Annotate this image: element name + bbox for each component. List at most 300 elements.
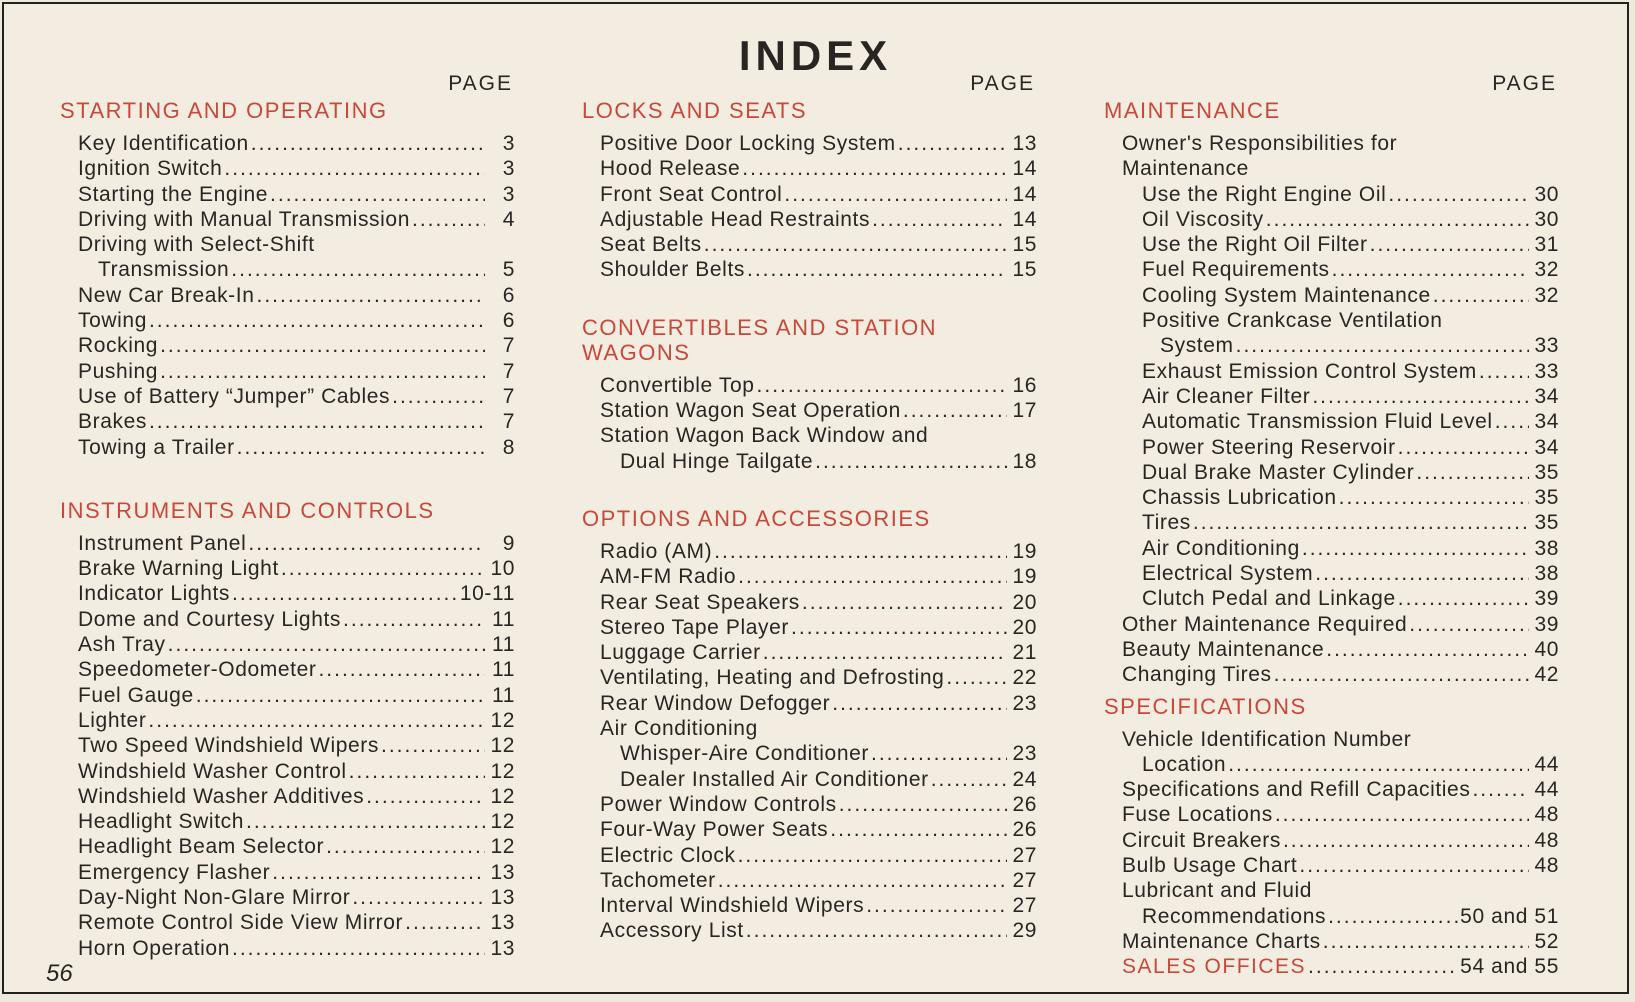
index-entry <box>582 767 1037 792</box>
entry-text: Dealer Installed Air Conditioner <box>620 767 929 791</box>
entry-page: 22 <box>1012 666 1037 690</box>
leader-dots <box>1495 409 1529 434</box>
index-entry <box>60 232 515 257</box>
index-entry <box>60 860 515 885</box>
index-entry <box>582 156 1037 181</box>
index-entry <box>60 308 515 333</box>
section-heading: CONVERTIBLES AND STATION WAGONS <box>582 314 938 365</box>
index-entry <box>60 384 515 409</box>
entry-page: 7 <box>502 410 515 434</box>
leader-dots <box>381 733 485 758</box>
entry-text: Power Window Controls <box>600 792 837 816</box>
entry-text: Windshield Washer Control <box>78 759 347 783</box>
index-entry <box>60 333 515 358</box>
index-entry <box>1104 828 1559 853</box>
index-entry <box>1104 409 1559 434</box>
leader-dots <box>160 333 485 358</box>
index-entry <box>1104 485 1559 510</box>
index-entry <box>1104 207 1559 232</box>
entry-page: 26 <box>1012 818 1037 842</box>
leader-dots <box>251 131 485 156</box>
leader-dots <box>343 607 485 632</box>
index-entry <box>582 257 1037 282</box>
entry-page: 34 <box>1534 435 1559 459</box>
entry-page: 11 <box>492 683 515 707</box>
entry-page: 33 <box>1534 359 1559 383</box>
entry-page: 42 <box>1534 663 1559 687</box>
leader-dots <box>270 182 485 207</box>
entry-text: Use the Right Oil Filter <box>1142 233 1368 257</box>
leader-dots <box>832 691 1007 716</box>
index-entry <box>1104 929 1559 954</box>
entry-page: 12 <box>490 810 515 834</box>
leader-dots <box>866 893 1007 918</box>
entry-text: Horn Operation <box>78 936 230 960</box>
entry-text: Air Conditioning <box>1142 536 1300 560</box>
leader-dots <box>747 257 1007 282</box>
entry-text: Rocking <box>78 334 159 358</box>
column-left-sections <box>60 98 515 961</box>
index-entry <box>1104 612 1559 637</box>
entry-text: Recommendations <box>1142 904 1327 928</box>
page-column-label: PAGE <box>1492 72 1557 95</box>
index-entry <box>60 531 515 556</box>
page-number: 56 <box>46 960 73 987</box>
leader-dots <box>1299 853 1529 878</box>
entry-page: 27 <box>1012 894 1037 918</box>
entry-page: 3 <box>502 182 515 206</box>
leader-dots <box>830 817 1007 842</box>
index-entry <box>60 607 515 632</box>
leader-dots <box>1323 929 1529 954</box>
leader-dots <box>1332 257 1529 282</box>
entry-page: 5 <box>502 258 515 282</box>
index-entry <box>582 893 1037 918</box>
entry-page: 7 <box>502 334 515 358</box>
entry-page: 17 <box>1012 399 1037 423</box>
entry-text: Chassis Lubrication <box>1142 486 1337 510</box>
entry-text: Automatic Transmission Fluid Level <box>1142 410 1493 434</box>
leader-dots <box>738 564 1007 589</box>
entry-text: Maintenance Charts <box>1122 929 1321 953</box>
index-entry <box>582 398 1037 423</box>
entry-page: 6 <box>502 283 515 307</box>
entry-text: Hood Release <box>600 157 741 181</box>
entry-text: Remote Control Side View Mirror <box>78 911 404 935</box>
leader-dots <box>272 860 485 885</box>
entry-text: Radio (AM) <box>600 539 713 563</box>
entry-text: Positive Door Locking System <box>600 132 896 155</box>
entry-text: Lighter <box>78 708 147 732</box>
entry-text: Transmission <box>98 258 230 282</box>
leader-dots <box>281 556 485 581</box>
index-entry <box>60 834 515 859</box>
index-entry <box>60 359 515 384</box>
index-entry <box>582 691 1037 716</box>
entry-text: Tires <box>1142 511 1191 535</box>
entry-page: 3 <box>502 157 515 181</box>
entry-text: Ventilating, Heating and Defrosting <box>600 666 945 690</box>
entry-text: Shoulder Belts <box>600 258 745 282</box>
entry-text: Dome and Courtesy Lights <box>78 607 342 631</box>
leader-dots <box>248 531 485 556</box>
entry-page: 11 <box>492 658 515 682</box>
entry-text: Specifications and Refill Capacities <box>1122 778 1471 802</box>
leader-dots <box>784 182 1007 207</box>
leader-dots <box>1228 752 1529 777</box>
entry-page: 23 <box>1012 742 1037 766</box>
entry-text: Headlight Switch <box>78 810 245 834</box>
leader-dots <box>704 232 1007 257</box>
entry-page: 24 <box>1012 767 1037 791</box>
entry-text: Use the Right Engine Oil <box>1142 182 1387 206</box>
entry-text: Indicator Lights <box>78 582 231 606</box>
leader-dots <box>326 834 485 859</box>
leader-dots <box>1472 777 1529 802</box>
entry-text: Accessory List <box>600 919 744 943</box>
entry-page: 44 <box>1534 778 1559 802</box>
entry-page: 16 <box>1012 373 1037 397</box>
leader-dots <box>412 207 485 232</box>
entry-page: 14 <box>1012 182 1037 206</box>
leader-dots <box>1326 637 1529 662</box>
index-entry <box>60 885 515 910</box>
entry-page: 13 <box>490 860 515 884</box>
entry-page: 13 <box>490 936 515 960</box>
entry-page: 38 <box>1534 536 1559 560</box>
leader-dots <box>742 156 1007 181</box>
index-entry <box>582 131 1037 156</box>
entry-text: Towing a Trailer <box>78 435 235 459</box>
entry-text: Starting the Engine <box>78 182 269 206</box>
entry-text: Cooling System Maintenance <box>1142 283 1431 307</box>
section-spacer <box>582 474 1037 506</box>
entry-text: Electric Clock <box>600 843 736 867</box>
leader-dots <box>1479 359 1529 384</box>
index-entry <box>582 207 1037 232</box>
leader-dots <box>898 131 1007 156</box>
entry-page: 34 <box>1534 410 1559 434</box>
index-entry <box>1104 510 1559 535</box>
leader-dots <box>246 809 485 834</box>
index-entry <box>60 657 515 682</box>
index-entry <box>582 182 1037 207</box>
entry-text: Luggage Carrier <box>600 641 761 665</box>
leader-dots <box>714 539 1007 564</box>
entry-page: 20 <box>1012 590 1037 614</box>
entry-page: 48 <box>1534 828 1559 852</box>
entry-text: Stereo Tape Player <box>600 615 790 639</box>
index-entry <box>1104 662 1559 687</box>
leader-dots <box>160 359 485 384</box>
entry-text: Interval Windshield Wipers <box>600 894 865 918</box>
entry-text: Emergency Flasher <box>78 860 271 884</box>
leader-dots <box>872 207 1007 232</box>
entry-page: 12 <box>490 734 515 758</box>
index-entry <box>60 581 515 606</box>
entry-text: System <box>1160 334 1234 358</box>
index-entry <box>60 131 515 156</box>
entry-text: Owner's Responsibilities for <box>1122 132 1398 155</box>
entry-page: 13 <box>1012 132 1037 155</box>
entry-page: 19 <box>1012 539 1037 563</box>
page-column-label: PAGE <box>970 72 1035 95</box>
entry-page: 13 <box>490 911 515 935</box>
index-entry <box>1104 878 1559 903</box>
leader-dots <box>871 741 1007 766</box>
entry-text: Whisper-Aire Conditioner <box>620 742 869 766</box>
entry-text: Instrument Panel <box>78 531 247 555</box>
entry-text: Positive Crankcase Ventilation <box>1142 309 1443 333</box>
entry-page: 14 <box>1012 207 1037 231</box>
leader-dots <box>168 632 485 657</box>
entry-page: 10 <box>490 557 515 581</box>
leader-dots <box>349 759 485 784</box>
leader-dots <box>366 784 485 809</box>
entry-text: Lubricant and Fluid <box>1122 879 1313 903</box>
entry-text: Tachometer <box>600 868 716 892</box>
entry-page: 11 <box>492 607 515 631</box>
entry-page: 8 <box>502 435 515 459</box>
index-entry <box>1104 384 1559 409</box>
column-middle-sections <box>582 98 1037 944</box>
entry-text: Circuit Breakers <box>1122 828 1281 852</box>
leader-dots <box>1302 536 1529 561</box>
leader-dots <box>318 657 485 682</box>
entry-text: Day-Night Non-Glare Mirror <box>78 886 351 910</box>
index-entry <box>60 156 515 181</box>
entry-page: 30 <box>1534 182 1559 206</box>
index-entry <box>582 373 1037 398</box>
leader-dots <box>232 936 485 961</box>
leader-dots <box>1315 561 1529 586</box>
index-entry <box>60 207 515 232</box>
entry-text: New Car Break-In <box>78 283 255 307</box>
index-entry <box>1104 131 1559 156</box>
entry-page: 23 <box>1012 691 1037 715</box>
leader-dots <box>1398 435 1529 460</box>
index-entry <box>1104 460 1559 485</box>
entry-page: 48 <box>1534 854 1559 878</box>
index-entry <box>582 716 1037 741</box>
entry-page: 35 <box>1534 486 1559 510</box>
index-entry <box>1104 359 1559 384</box>
leader-dots <box>1370 232 1529 257</box>
leader-dots <box>763 640 1007 665</box>
entry-text: Fuel Gauge <box>78 683 194 707</box>
leader-dots <box>231 257 485 282</box>
index-entry <box>1104 727 1559 752</box>
page-title: INDEX <box>738 32 893 79</box>
leader-dots <box>791 615 1007 640</box>
index-entry <box>60 556 515 581</box>
entry-text: Headlight Beam Selector <box>78 835 325 859</box>
sales-offices-entry <box>1104 954 1559 979</box>
entry-page: 35 <box>1534 511 1559 535</box>
column-right <box>1104 70 1559 980</box>
entry-text: Clutch Pedal and Linkage <box>1142 587 1396 611</box>
section-heading: MAINTENANCE <box>1104 98 1281 123</box>
leader-dots <box>931 767 1007 792</box>
entry-page: 15 <box>1012 258 1037 282</box>
entry-text: Towing <box>78 309 147 333</box>
leader-dots <box>1339 485 1529 510</box>
entry-page: 30 <box>1534 207 1559 231</box>
leader-dots <box>1398 586 1529 611</box>
entry-text: Exhaust Emission Control System <box>1142 359 1477 383</box>
index-entry <box>1104 182 1559 207</box>
entry-page: 11 <box>492 633 515 657</box>
entry-text: Beauty Maintenance <box>1122 637 1325 661</box>
index-entry <box>1104 561 1559 586</box>
entry-page: 7 <box>502 359 515 383</box>
index-entry <box>60 683 515 708</box>
entry-text: Fuse Locations <box>1122 803 1273 827</box>
entry-page: 35 <box>1534 460 1559 484</box>
entry-text: Front Seat Control <box>600 182 783 206</box>
index-entry <box>582 232 1037 257</box>
entry-text: Key Identification <box>78 132 249 155</box>
leader-dots <box>224 156 485 181</box>
index-entry <box>582 449 1037 474</box>
entry-page: 19 <box>1012 565 1037 589</box>
entry-page: 50 and 51 <box>1460 904 1559 928</box>
leader-dots <box>746 918 1007 943</box>
index-entry <box>60 759 515 784</box>
section-spacer <box>60 460 515 498</box>
index-entry <box>1104 283 1559 308</box>
entry-page: 14 <box>1012 157 1037 181</box>
leader-dots <box>392 384 485 409</box>
entry-text: SALES OFFICES <box>1122 955 1307 979</box>
entry-text: Station Wagon Back Window and <box>600 424 929 448</box>
index-entry <box>582 564 1037 589</box>
entry-text: Changing Tires <box>1122 663 1272 687</box>
index-entry <box>60 435 515 460</box>
entry-page: 4 <box>502 207 515 231</box>
entry-text: Electrical System <box>1142 562 1314 586</box>
index-entry <box>60 257 515 282</box>
leader-dots <box>405 910 485 935</box>
index-entry <box>582 665 1037 690</box>
entry-page: 32 <box>1534 258 1559 282</box>
leader-dots <box>1416 460 1529 485</box>
entry-text: Convertible Top <box>600 373 755 397</box>
section-heading: OPTIONS AND ACCESSORIES <box>582 505 931 531</box>
index-page <box>2 2 1629 994</box>
leader-dots <box>903 398 1007 423</box>
leader-dots <box>815 449 1007 474</box>
index-entry <box>582 792 1037 817</box>
entry-page: 7 <box>502 384 515 408</box>
entry-text: Brakes <box>78 410 147 434</box>
entry-text: Brake Warning Light <box>78 557 279 581</box>
index-entry <box>1104 777 1559 802</box>
leader-dots <box>802 590 1007 615</box>
leader-dots <box>1193 510 1529 535</box>
index-entry <box>1104 435 1559 460</box>
leader-dots <box>1308 954 1458 979</box>
entry-page: 34 <box>1534 384 1559 408</box>
leader-dots <box>232 581 458 606</box>
entry-text: Ignition Switch <box>78 157 223 181</box>
leader-dots <box>237 435 485 460</box>
entry-text: Dual Brake Master Cylinder <box>1142 460 1415 484</box>
entry-page: 38 <box>1534 562 1559 586</box>
index-entry <box>1104 232 1559 257</box>
index-entry <box>60 182 515 207</box>
entry-page: 3 <box>502 132 515 155</box>
entry-text: Fuel Requirements <box>1142 258 1330 282</box>
index-entry <box>60 283 515 308</box>
column-left <box>60 70 515 961</box>
index-entry <box>1104 853 1559 878</box>
entry-page: 52 <box>1534 929 1559 953</box>
index-entry <box>1104 802 1559 827</box>
entry-page: 40 <box>1534 637 1559 661</box>
entry-text: Air Conditioning <box>600 717 758 741</box>
section-heading: LOCKS AND SEATS <box>582 98 808 123</box>
entry-page: 15 <box>1012 233 1037 257</box>
index-entry <box>1104 586 1559 611</box>
leader-dots <box>1433 283 1529 308</box>
index-entry <box>60 809 515 834</box>
entry-text: Location <box>1142 752 1227 776</box>
entry-text: Bulb Usage Chart <box>1122 854 1298 878</box>
leader-dots <box>1275 802 1529 827</box>
index-entry <box>60 910 515 935</box>
index-entry <box>60 708 515 733</box>
entry-text: Oil Viscosity <box>1142 207 1264 231</box>
entry-page: 26 <box>1012 792 1037 816</box>
leader-dots <box>149 308 485 333</box>
index-entry <box>1104 308 1559 333</box>
entry-text: Ash Tray <box>78 633 166 657</box>
entry-text: Maintenance <box>1122 157 1249 181</box>
leader-dots <box>738 843 1007 868</box>
entry-page: 39 <box>1534 587 1559 611</box>
entry-text: Windshield Washer Additives <box>78 784 365 808</box>
leader-dots <box>839 792 1007 817</box>
column-right-sections <box>1104 98 1559 954</box>
leader-dots <box>1312 384 1529 409</box>
section-heading: STARTING AND OPERATING <box>60 98 388 123</box>
entry-page: 54 and 55 <box>1460 955 1559 979</box>
entry-page: 6 <box>502 309 515 333</box>
entry-text: Speedometer-Odometer <box>78 658 317 682</box>
entry-page: 21 <box>1012 641 1037 665</box>
entry-text: Dual Hinge Tailgate <box>620 449 814 473</box>
entry-text: Other Maintenance Required <box>1122 612 1408 636</box>
leader-dots <box>1266 207 1529 232</box>
section-spacer <box>582 283 1037 315</box>
entry-page: 29 <box>1012 919 1037 943</box>
entry-text: Use of Battery “Jumper” Cables <box>78 384 391 408</box>
index-entry <box>582 868 1037 893</box>
index-entry <box>60 409 515 434</box>
entry-page: 12 <box>490 835 515 859</box>
entry-page: 12 <box>490 708 515 732</box>
entry-text: Seat Belts <box>600 233 702 257</box>
entry-text: Adjustable Head Restraints <box>600 207 871 231</box>
entry-page: 9 <box>502 531 515 555</box>
entry-page: 12 <box>490 759 515 783</box>
entry-text: Air Cleaner Filter <box>1142 384 1311 408</box>
index-entry <box>582 918 1037 943</box>
leader-dots <box>148 708 485 733</box>
index-entry <box>582 741 1037 766</box>
index-entry <box>1104 637 1559 662</box>
